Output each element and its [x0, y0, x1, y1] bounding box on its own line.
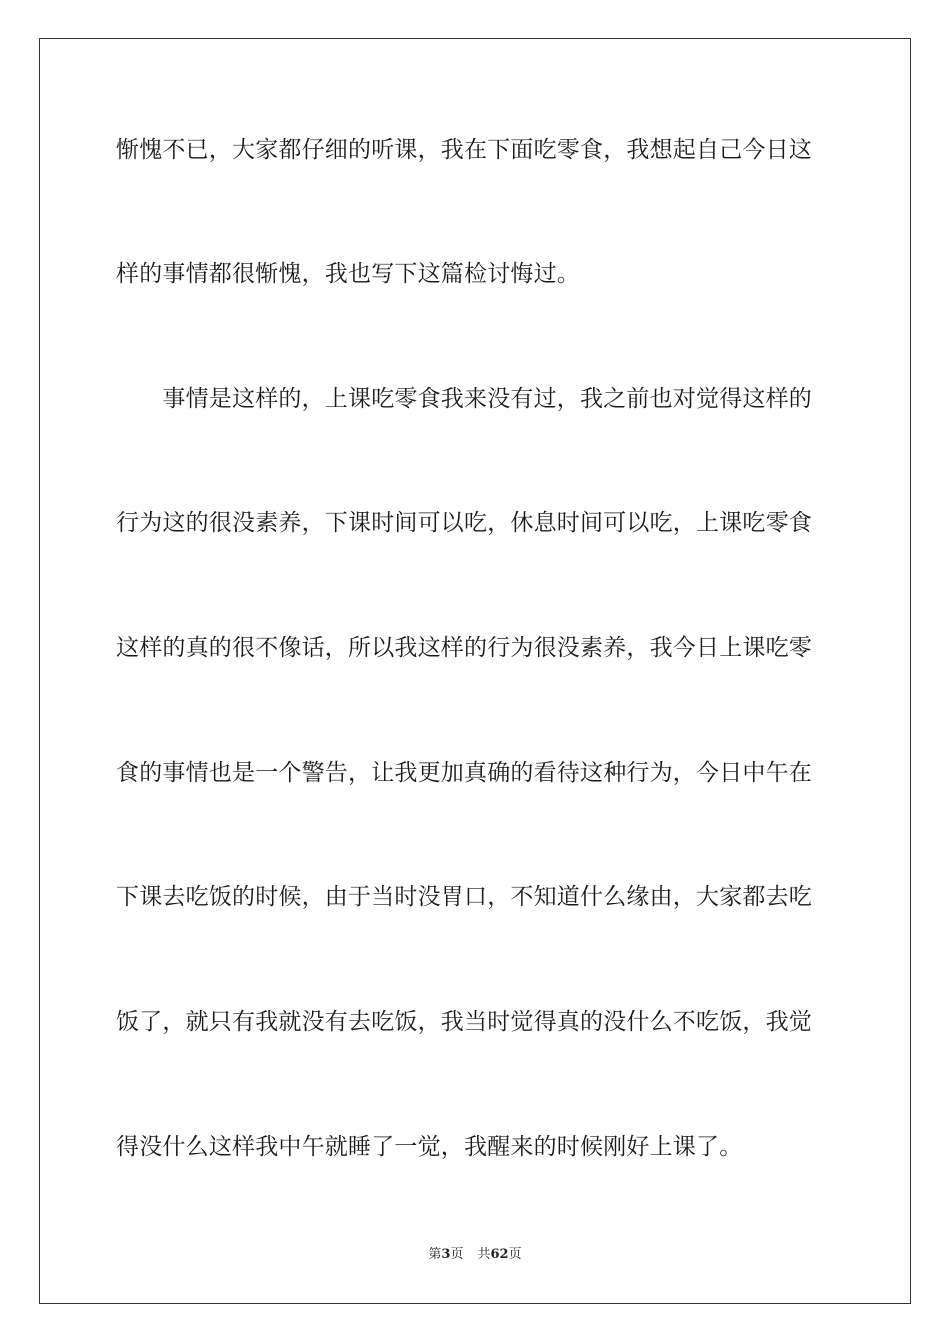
total-suffix: 页 [508, 1247, 522, 1262]
text-line-5: 这样的真的很不像话，所以我这样的行为很没素养，我今日上课吃零 [116, 635, 812, 661]
total-pages: 62 [490, 1247, 509, 1262]
text-line-9: 得没什么这样我中午就睡了一觉，我醒来的时候刚好上课了。 [116, 1134, 743, 1160]
text-line-4: 行为这的很没素养，下课时间可以吃，休息时间可以吃，上课吃零食 [116, 510, 812, 536]
text-line-1: 惭愧不已，大家都仔细的听课，我在下面吃零食，我想起自己今日这 [116, 137, 812, 163]
text-line-8: 饭了，就只有我就没有去吃饭，我当时觉得真的没什么不吃饭，我觉 [116, 1009, 812, 1035]
page-footer [0, 1246, 950, 1264]
total-prefix: 共 [477, 1247, 491, 1262]
page-border [39, 38, 911, 1304]
page-prefix: 第 [428, 1247, 442, 1262]
page-number: 3 [441, 1247, 451, 1262]
text-line-7: 下课去吃饭的时候，由于当时没胃口，不知道什么缘由，大家都去吃 [116, 884, 812, 910]
text-line-3: 事情是这样的，上课吃零食我来没有过，我之前也对觉得这样的 [116, 386, 812, 412]
page-suffix: 页 [450, 1247, 464, 1262]
text-line-2: 样的事情都很惭愧，我也写下这篇检讨悔过。 [116, 261, 580, 287]
text-line-6: 食的事情也是一个警告，让我更加真确的看待这种行为，今日中午在 [116, 760, 812, 786]
